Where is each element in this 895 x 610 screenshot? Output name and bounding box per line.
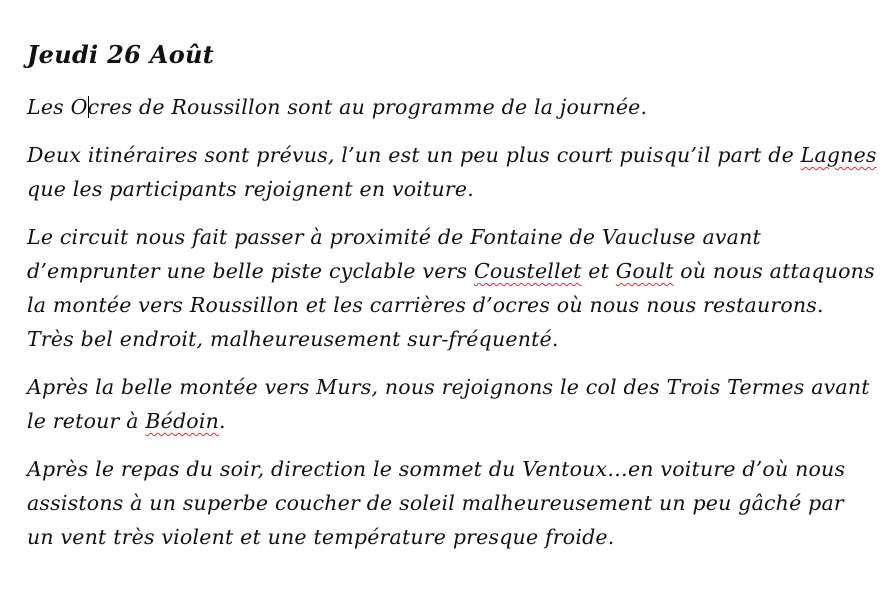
paragraph-2[interactable] bbox=[27, 138, 877, 206]
paragraph-3[interactable] bbox=[27, 220, 877, 356]
paragraph-1-text-start: Les O bbox=[27, 95, 88, 119]
paragraph-3-text-start: Le circuit nous fait passer à proximité de Fontaine de Vaucluse avant d’emprunter une belle piste cyclable vers bbox=[27, 225, 761, 283]
spellcheck-word-coustellet[interactable]: Coustellet bbox=[473, 259, 582, 283]
paragraph-3-text-end: où nous attaquons la montée vers Roussillon et les carrières d’ocres où nous nous restaurons. Très bel endroit, malheureusement sur-fréquenté. bbox=[27, 259, 875, 351]
paragraph-4[interactable] bbox=[27, 370, 877, 438]
paragraph-2-text-end: que les participants rejoignent en voiture. bbox=[27, 177, 474, 201]
spellcheck-word-lagnes[interactable]: Lagnes bbox=[800, 143, 877, 167]
spellcheck-word-bedoin[interactable]: Bédoin bbox=[145, 409, 219, 433]
paragraph-2-text-start: Deux itinéraires sont prévus, l’un est un peu plus court puisqu’il part de bbox=[27, 143, 801, 167]
document-heading: Jeudi 26 Août bbox=[27, 40, 215, 69]
paragraph-1-text-end: cres de Roussillon sont au programme de la journée. bbox=[87, 95, 648, 119]
paragraph-4-text-start: Après la belle montée vers Murs, nous rejoignons le col des Trois Termes avant le retour à bbox=[27, 375, 870, 433]
spellcheck-word-goult[interactable]: Goult bbox=[615, 259, 674, 283]
paragraph-5[interactable] bbox=[27, 452, 877, 554]
paragraph-4-text-end: . bbox=[219, 409, 226, 433]
document-body[interactable] bbox=[27, 38, 877, 568]
paragraph-5-text: Après le repas du soir, direction le sommet du Ventoux…en voiture d’où nous assistons à un superbe coucher de soleil malheureusement un peu gâché par un vent très violent et une température presque froide. bbox=[27, 457, 846, 549]
paragraph-3-text-mid: et bbox=[581, 259, 616, 283]
paragraph-1[interactable] bbox=[27, 90, 877, 124]
